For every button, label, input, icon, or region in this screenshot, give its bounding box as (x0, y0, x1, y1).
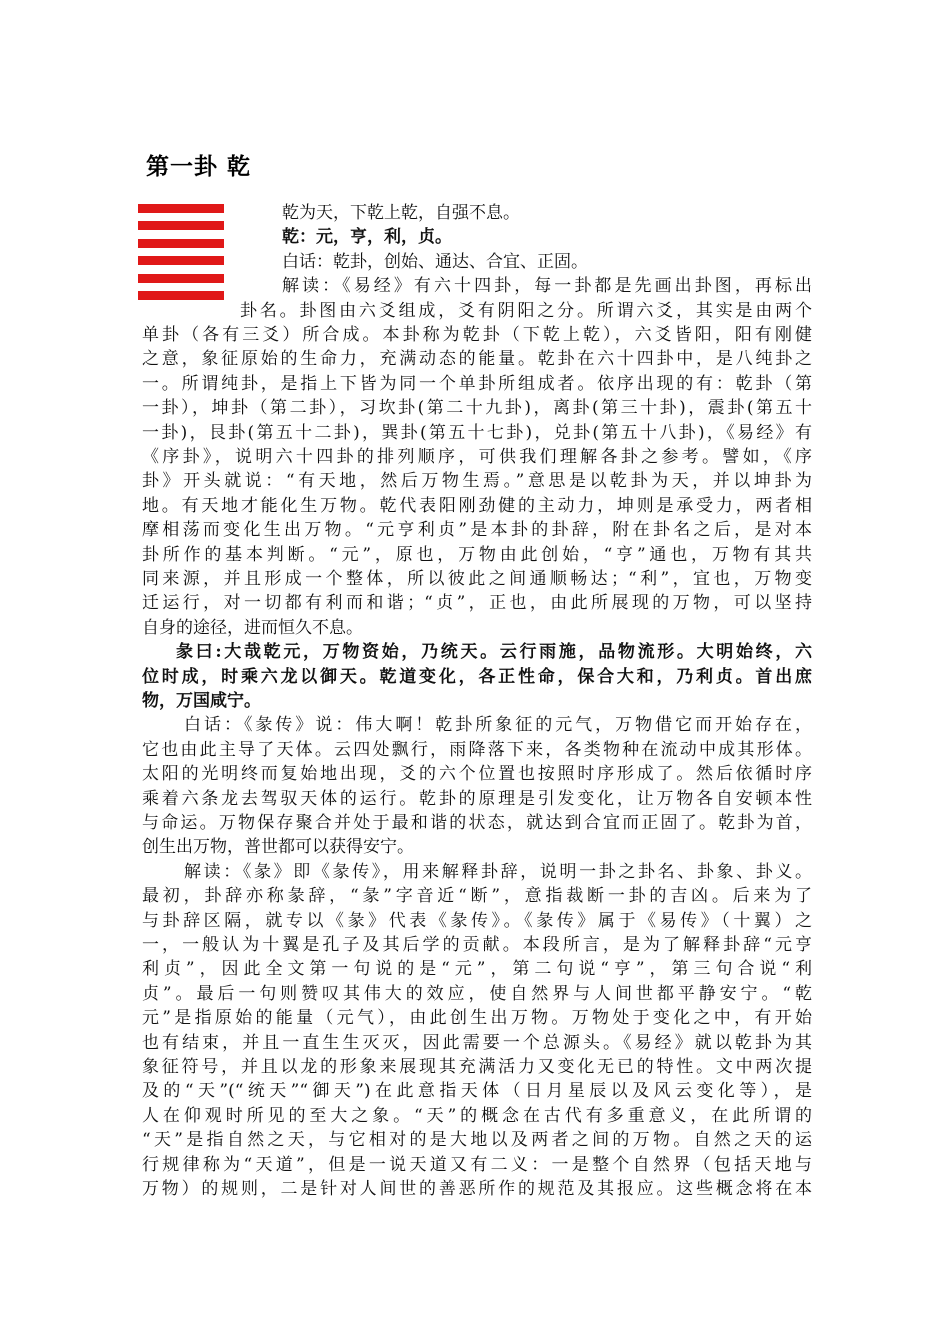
text-line: 卦所作的基本判断。“元”，原也，万物由此创始，“亨”通也，万物有其共 (142, 545, 812, 565)
text-line: 单卦（各有三爻）所合成。本卦称为乾卦（下乾上乾），六爻皆阳，阳有刚健 (142, 325, 812, 345)
hexagram-yang-line (138, 256, 224, 265)
text-line: 彖曰:大哉乾元，万物资始，乃统天。云行雨施，品物流形。大明始终，六 (176, 642, 812, 662)
text-line: 万物）的规则，二是针对人间世的善恶所作的规范及其报应。这些概念将在本 (142, 1179, 812, 1199)
text-line: 及的“天”(“统天”“御天”)在此意指天体（日月星辰以及风云变化等），是 (142, 1081, 812, 1101)
text-line: 之意，象征原始的生命力，充满动态的能量。乾卦在六十四卦中，是八纯卦之 (142, 349, 812, 369)
text-line: 贞”。最后一句则赞叹其伟大的效应，使自然界与人间世都平静安宁。“乾 (142, 984, 812, 1004)
text-line: 迁运行，对一切都有利而和谐；“贞”，正也，由此所展现的万物，可以坚持 (142, 593, 812, 613)
text-line: 元”是指原始的能量（元气），由此创生出万物。万物处于变化之中，有开始 (142, 1008, 812, 1028)
hexagram-yang-line (138, 239, 224, 248)
text-line: 白话：乾卦，创始、通达、合宜、正固。 (282, 252, 588, 272)
text-line: 与命运。万物保存聚合并处于最和谐的状态，就达到合宜而正固了。乾卦为首， (142, 813, 812, 833)
text-line: 解读：《彖》即《彖传》，用来解释卦辞，说明一卦之卦名、卦象、卦义。 (184, 862, 812, 882)
hexagram-yang-line (138, 291, 224, 300)
hexagram-yang-line (138, 221, 224, 230)
text-line: 象征符号，并且以龙的形象来展现其充满活力又变化无已的特性。文中两次提 (142, 1057, 812, 1077)
text-line: 白话：《彖传》说：伟大啊！乾卦所象征的元气，万物借它而开始存在， (184, 715, 812, 735)
text-line: 一。所谓纯卦，是指上下皆为同一个单卦所组成者。依序出现的有：乾卦（第 (142, 374, 812, 394)
qian-hexagram-icon (138, 204, 224, 300)
hexagram-yang-line (138, 274, 224, 283)
text-line: 卦》开头就说：“有天地，然后万物生焉。”意思是以乾卦为天，并以坤卦为 (142, 471, 812, 491)
text-line: 创生出万物，普世都可以获得安宁。 (142, 837, 414, 857)
text-line: 乾：元，亨，利，贞。 (282, 227, 452, 247)
text-line: 最初，卦辞亦称彖辞，“彖”字音近“断”，意指裁断一卦的吉凶。后来为了 (142, 886, 812, 906)
text-line: “天”是指自然之天，与它相对的是大地以及两者之间的万物。自然之天的运 (142, 1130, 812, 1150)
text-line: 乾为天，下乾上乾，自强不息。 (282, 203, 520, 223)
text-line: 与卦辞区隔，就专以《彖》代表《彖传》。《彖传》属于《易传》（十翼）之 (142, 911, 812, 931)
text-line: 物，万国咸宁。 (142, 691, 261, 711)
text-line: 也有结束，并且一直生生灭灭，因此需要一个总源头。《易经》就以乾卦为其 (142, 1033, 812, 1053)
text-line: 《序卦》，说明六十四卦的排列顺序，可供我们理解各卦之参考。譬如，《序 (142, 447, 812, 467)
text-line: 一卦），坤卦（第二卦），习坎卦(第二十九卦)，离卦(第三十卦)，震卦(第五十 (142, 398, 812, 418)
text-line: 摩相荡而变化生出万物。“元亨利贞”是本卦的卦辞，附在卦名之后，是对本 (142, 520, 812, 540)
text-line: 乘着六条龙去驾驭天体的运行。乾卦的原理是引发变化，让万物各自安顿本性 (142, 789, 812, 809)
text-line: 位时成，时乘六龙以御天。乾道变化，各正性命，保合大和，乃利贞。首出庶 (142, 667, 812, 687)
text-line: 利贞”，因此全文第一句说的是“元”，第二句说“亨”，第三句合说“利 (142, 959, 812, 979)
text-line: 行规律称为“天道”，但是一说天道又有二义：一是整个自然界（包括天地与 (142, 1155, 812, 1175)
text-line: 同来源，并且形成一个整体，所以彼此之间通顺畅达；“利”，宜也，万物变 (142, 569, 812, 589)
text-line: 太阳的光明终而复始地出现，爻的六个位置也按照时序形成了。然后依循时序 (142, 764, 812, 784)
text-line: 它也由此主导了天体。云四处飘行，雨降落下来，各类物种在流动中成其形体。 (142, 740, 812, 760)
text-line: 解读：《易经》有六十四卦，每一卦都是先画出卦图，再标出 (282, 276, 812, 296)
text-line: 地。有天地才能化生万物。乾代表阳刚劲健的主动力，坤则是承受力，两者相 (142, 496, 812, 516)
text-line: 一，一般认为十翼是孔子及其后学的贡献。本段所言，是为了解释卦辞“元亨 (142, 935, 812, 955)
text-line: 自身的途径，进而恒久不息。 (142, 618, 363, 638)
text-line: 卦名。卦图由六爻组成，爻有阴阳之分。所谓六爻，其实是由两个 (240, 301, 812, 321)
text-line: 人在仰观时所见的至大之象。“天”的概念在古代有多重意义，在此所谓的 (142, 1106, 812, 1126)
text-line: 一卦)，艮卦(第五十二卦)，巽卦(第五十七卦)，兑卦(第五十八卦)，《易经》有 (142, 423, 812, 443)
page-title: 第一卦 乾 (146, 154, 252, 180)
hexagram-yang-line (138, 204, 224, 213)
